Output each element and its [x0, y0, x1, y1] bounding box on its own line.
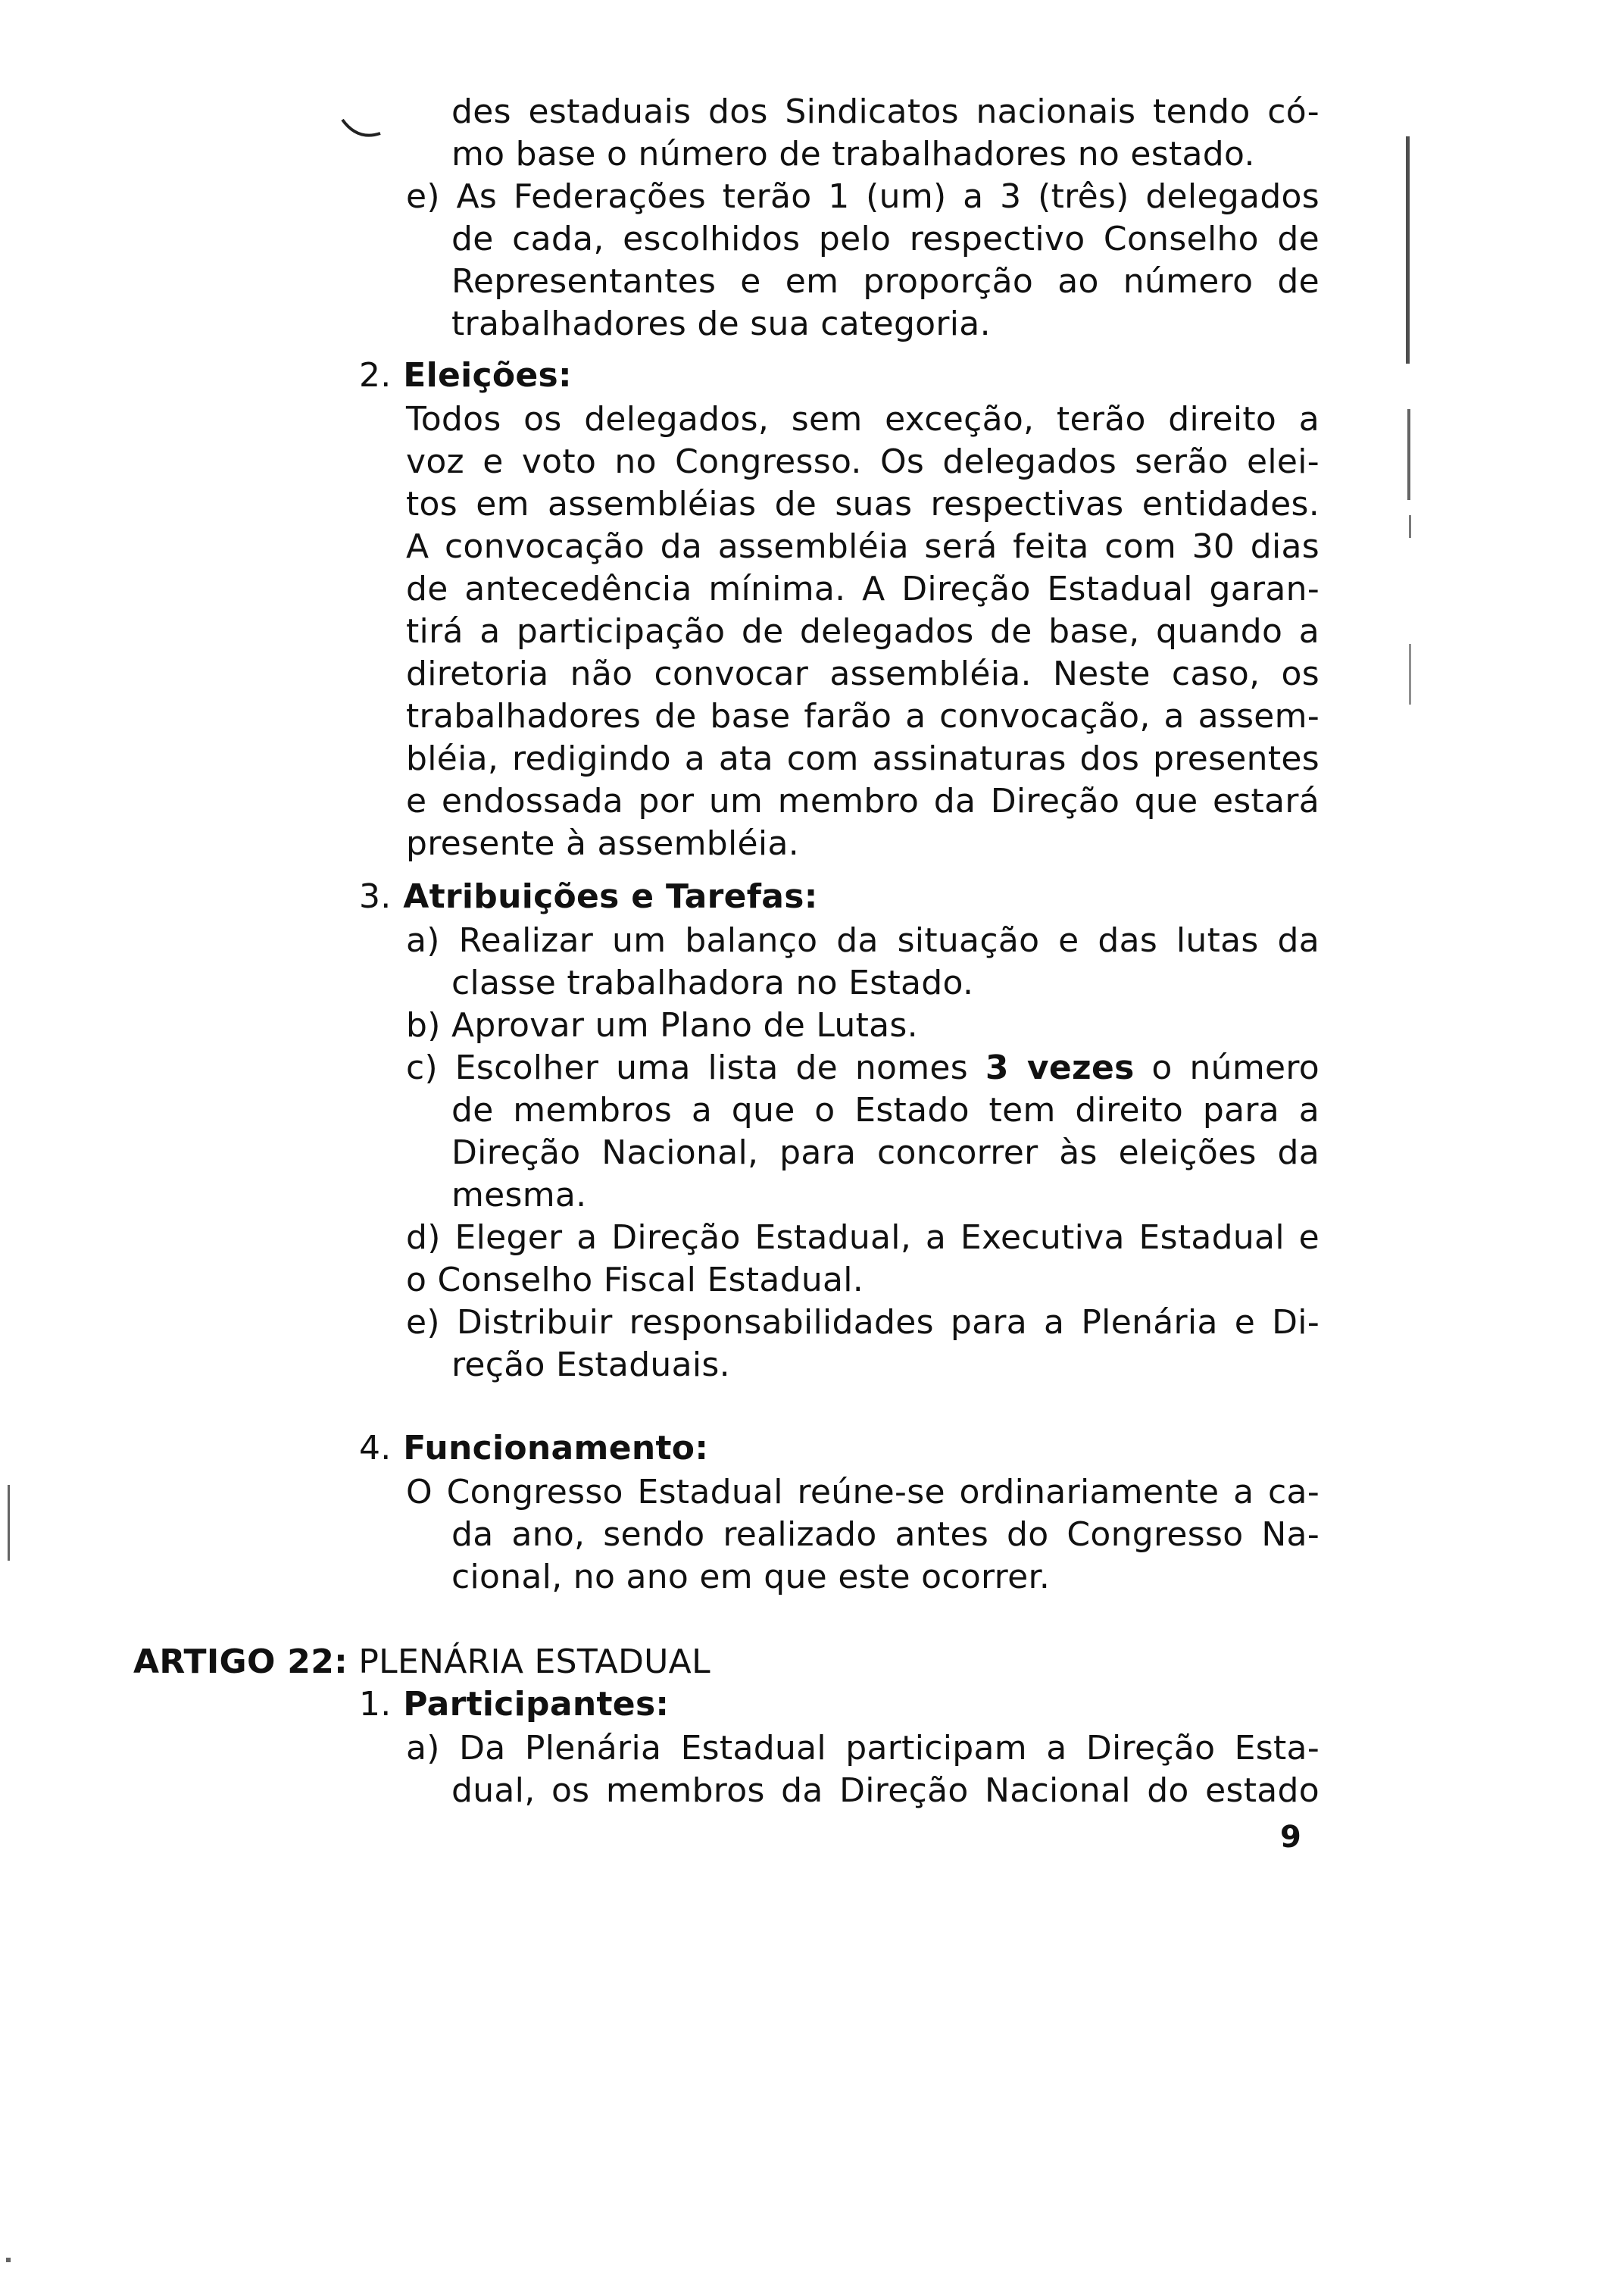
scan-mark-icon: [1409, 515, 1411, 538]
section-title: Atribuições e Tarefas:: [403, 877, 818, 916]
text-line: d) Eleger a Direção Estadual, a Executiva Estadual e: [406, 1218, 1320, 1257]
text-line: b) Aprovar um Plano de Lutas.: [406, 1006, 918, 1045]
text-line: mo base o número de trabalhadores no estado.: [451, 135, 1255, 173]
scan-mark-icon: [1407, 409, 1410, 500]
text-line: de cada, escolhidos pelo respectivo Conselho de: [451, 220, 1320, 258]
section-number: 2.: [359, 356, 392, 395]
text-line: tirá a participação de delegados de base, quando a: [406, 612, 1320, 651]
emphasis-text: 3 vezes: [985, 1049, 1135, 1087]
text-line: Representantes e em proporção ao número de: [451, 262, 1320, 301]
text-line: a) Da Plenária Estadual participam a Direção Esta-: [406, 1729, 1320, 1767]
text-line: A convocação da assembléia será feita com 30 dias: [406, 527, 1320, 566]
section-heading-participantes: [359, 1683, 669, 1726]
text-line: voz e voto no Congresso. Os delegados serão elei-: [406, 442, 1320, 481]
text-line: mesma.: [451, 1176, 587, 1214]
scan-mark-icon: [8, 1485, 10, 1561]
text-line: da ano, sendo realizado antes do Congresso Na-: [451, 1515, 1320, 1554]
text-line: trabalhadores de base farão a convocação, a assem-: [406, 697, 1320, 736]
list-item-c: [406, 1047, 1320, 1089]
text-span: c) Escolher uma lista de nomes: [406, 1049, 985, 1087]
text-line: tos em assembléias de suas respectivas entidades.: [406, 485, 1320, 524]
section-title: Participantes:: [403, 1685, 670, 1724]
section-number: 4.: [359, 1429, 392, 1467]
text-line: O Congresso Estadual reúne-se ordinariamente a ca-: [406, 1473, 1320, 1511]
article-heading: [133, 1641, 710, 1683]
article-label: ARTIGO 22:: [133, 1642, 348, 1681]
article-title: PLENÁRIA ESTADUAL: [358, 1642, 710, 1681]
text-line: de antecedência mínima. A Direção Estadual garan-: [406, 570, 1320, 608]
text-line: trabalhadores de sua categoria.: [451, 305, 991, 343]
section-number: 1.: [359, 1685, 392, 1724]
text-line: bléia, redigindo a ata com assinaturas dos presentes: [406, 739, 1320, 778]
text-line: reção Estaduais.: [451, 1346, 730, 1384]
text-span: o número: [1151, 1049, 1320, 1087]
text-line: des estaduais dos Sindicatos nacionais tendo có-: [451, 92, 1320, 131]
section-heading-atribuicoes: [359, 876, 818, 918]
text-line: cional, no ano em que este ocorrer.: [451, 1558, 1051, 1596]
scan-mark-icon: [339, 114, 385, 144]
text-line: e) As Federações terão 1 (um) a 3 (três) delegados: [406, 177, 1320, 216]
scan-mark-icon: [1406, 136, 1410, 364]
text-line: e) Distribuir responsabilidades para a Plenária e Di-: [406, 1303, 1320, 1342]
page-number: 9: [1280, 1820, 1301, 1855]
scan-mark-icon: [6, 2258, 11, 2262]
text-line: dual, os membros da Direção Nacional do estado: [451, 1771, 1320, 1810]
text-line: diretoria não convocar assembléia. Neste caso, os: [406, 655, 1320, 693]
text-line: a) Realizar um balanço da situação e das lutas da: [406, 921, 1320, 960]
text-line: classe trabalhadora no Estado.: [451, 964, 974, 1002]
text-line: de membros a que o Estado tem direito para a: [451, 1091, 1320, 1130]
section-title: Eleições:: [403, 356, 572, 395]
text-line: presente à assembléia.: [406, 824, 800, 863]
text-line: e endossada por um membro da Direção que estará: [406, 782, 1320, 820]
section-title: Funcionamento:: [403, 1429, 709, 1467]
section-number: 3.: [359, 877, 392, 916]
text-line: o Conselho Fiscal Estadual.: [406, 1261, 864, 1299]
text-line: Todos os delegados, sem exceção, terão direito a: [406, 400, 1320, 439]
scan-mark-icon: [1409, 644, 1411, 705]
section-heading-funcionamento: [359, 1427, 708, 1470]
text-line: Direção Nacional, para concorrer às eleições da: [451, 1133, 1320, 1172]
section-heading-eleicoes: [359, 355, 572, 397]
